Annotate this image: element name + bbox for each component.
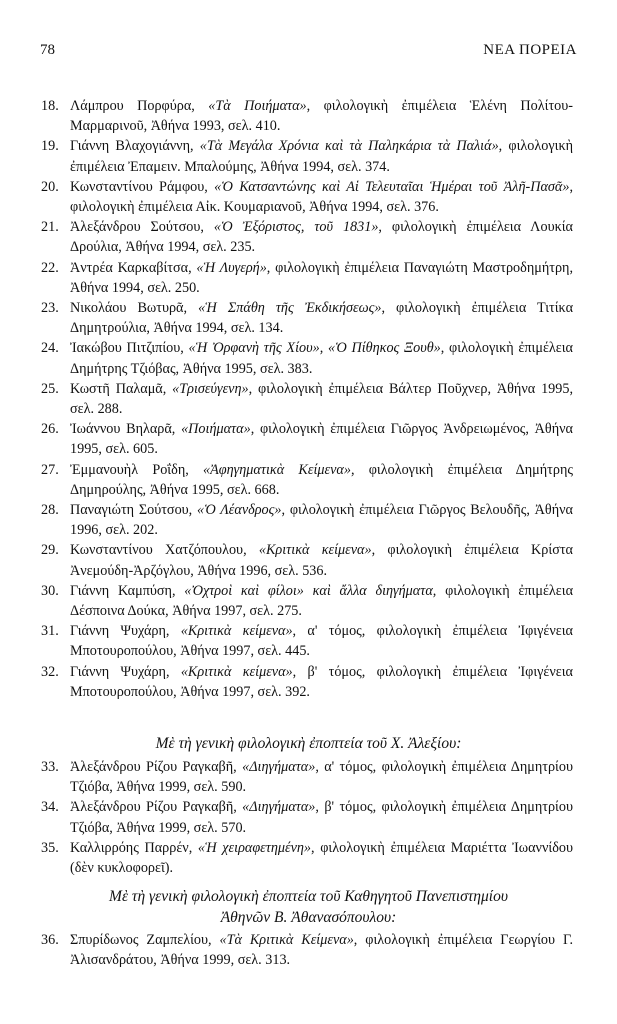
entry-author: Καλλιρρόης Παρρέν, bbox=[70, 839, 198, 856]
entry-details: , φιλολογικὴ ἐπιμέλεια Λουκία Δρούλια, Ἀθήνα 1994, σελ. 235. bbox=[70, 219, 573, 256]
list-item bbox=[41, 379, 573, 419]
entry-number: 31. bbox=[41, 623, 59, 640]
entry-title: «Κριτικὰ κείμενα» bbox=[180, 663, 293, 680]
entry-title: «Ποιήματα» bbox=[181, 421, 251, 438]
bibliography-list-b bbox=[41, 757, 573, 878]
entry-details: , φιλολογικὴ ἐπιμέλεια Αἰκ. Κουμαριανοῦ, Ἀθήνα 1994, σελ. 376. bbox=[70, 178, 573, 216]
list-item bbox=[41, 460, 573, 500]
entry-details: , φιλολογικὴ ἐπιμέλεια Τιτίκα Δημητρούλια, Ἀθήνα 1994, σελ. 134. bbox=[70, 300, 574, 337]
list-item bbox=[41, 177, 573, 217]
entry-number: 18. bbox=[41, 98, 59, 114]
entry-title: «Ἡ Σπάθη τῆς Ἐκδικήσεως» bbox=[198, 300, 382, 317]
entry-title: «Ἀφηγηματικὰ Κείμενα» bbox=[203, 461, 351, 478]
list-item bbox=[41, 258, 573, 298]
entry-number: 30. bbox=[41, 582, 59, 599]
entry-details: φιλολογικὴ ἐπιμέλεια Δέσποινα Δούκα, Ἀθήνα 1997, σελ. 275. bbox=[70, 582, 573, 620]
entry-title: «Τὰ Κριτικὰ Κείμενα» bbox=[219, 932, 354, 948]
entry-author: Κωνσταντίνου Χατζόπουλου, bbox=[70, 542, 259, 559]
list-item bbox=[41, 338, 573, 378]
section-heading-c-line1: Μὲ τὴ γενικὴ φιλολογικὴ ἐποπτεία τοῦ Καθηγητοῦ Πανεπιστημίου bbox=[109, 888, 508, 905]
entry-author: Ἀλεξάνδρου Ρίζου Ραγκαβῆ, bbox=[70, 799, 243, 816]
entry-author: Γιάννη Καμπύση, bbox=[70, 582, 185, 599]
list-item bbox=[41, 540, 573, 580]
entry-details: , φιλολογικὴ ἐπιμέλεια Δημήτρης Δημηρούλης, Ἀθήνα 1995, σελ. 668. bbox=[70, 461, 573, 498]
section-heading-c bbox=[40, 886, 577, 928]
list-item bbox=[41, 930, 573, 970]
page-header bbox=[40, 42, 577, 62]
entry-number: 33. bbox=[41, 759, 59, 775]
entry-details: , α' τόμος, φιλολογικὴ ἐπιμέλεια Δημητρίου Τζιόβα, Ἀθήνα 1999, σελ. 590. bbox=[70, 759, 573, 796]
list-item bbox=[41, 500, 573, 540]
entry-number: 36. bbox=[41, 932, 59, 948]
section-heading-c-line2: Ἀθηνῶν Β. Ἀθανασόπουλου: bbox=[220, 909, 397, 926]
entry-author: Ἰακώβου Πιτζιπίου, bbox=[70, 340, 189, 357]
entry-details: , φιλολογικὴ ἐπιμέλεια Βάλτερ Ποῦχνερ, Ἀθήνα 1995, σελ. 288. bbox=[70, 380, 573, 418]
bibliography-list-a bbox=[41, 96, 573, 702]
entry-author: Γιάννη Ψυχάρη, bbox=[70, 623, 181, 640]
bibliography-list-c bbox=[41, 930, 573, 970]
entry-author: Γιάννη Βλαχογιάννη, bbox=[70, 138, 200, 155]
entry-details: , φιλολογικὴ ἐπιμέλεια Γεωργίου Γ. Ἀλισανδράτου, Ἀθήνα 1999, σελ. 313. bbox=[70, 932, 573, 969]
entry-details: , β' τόμος, φιλολογικὴ ἐπιμέλεια Ἰφιγένεια Μποτουροπούλου, Ἀθήνα 1997, σελ. 392. bbox=[70, 663, 573, 700]
list-item bbox=[41, 757, 573, 797]
entry-author: Παναγιώτη Σούτσου, bbox=[70, 502, 197, 519]
entry-title: «Κριτικὰ κείμενα» bbox=[180, 623, 293, 640]
entry-number: 29. bbox=[41, 542, 59, 559]
entry-author: Κωστῆ Παλαμᾶ, bbox=[70, 380, 173, 397]
entry-details: , φιλολογικὴ ἐπιμέλεια Ἐπαμειν. Μπαλούμης, Ἀθήνα 1994, σελ. 374. bbox=[70, 138, 574, 175]
list-item bbox=[41, 136, 573, 176]
entry-title: «Τὰ Ποιήματα» bbox=[208, 98, 307, 114]
entry-title: «Ἡ Ὀρφανὴ τῆς Χίου», «Ὁ Πίθηκος Ξουθ» bbox=[188, 340, 441, 357]
entry-author: Ἀντρέα Καρκαβίτσα, bbox=[70, 259, 197, 276]
entry-details: , φιλολογικὴ ἐπιμέλεια Κρίστα Ἀνεμούδη-Ἀρζόγλου, Ἀθήνα 1996, σελ. 536. bbox=[70, 542, 573, 579]
entry-title: «Ὁ Κατσαντώνης καὶ Αἱ Τελευταῖαι Ἡμέραι τοῦ Ἀλῆ-Πασᾶ» bbox=[214, 178, 570, 195]
entry-number: 25. bbox=[41, 380, 59, 397]
entry-title: «Ἡ Λυγερή» bbox=[196, 259, 267, 276]
entry-title: «Ὁ Λέανδρος» bbox=[197, 502, 282, 519]
entry-number: 26. bbox=[41, 421, 59, 438]
entry-details: , φιλολογικὴ ἐπιμέλεια Παναγιώτη Μαστροδημήτρη, Ἀθήνα 1994, σελ. 250. bbox=[70, 259, 574, 296]
entry-title: «Ἡ χειραφετημένη» bbox=[197, 839, 312, 856]
entry-number: 19. bbox=[41, 138, 59, 155]
entry-number: 34. bbox=[41, 799, 59, 816]
entry-number: 22. bbox=[41, 259, 59, 276]
entry-title: «Τρισεύγενη» bbox=[172, 380, 249, 397]
entry-details: , φιλολογικὴ ἐπιμέλεια Γιῶργος Ἀνδρειωμένος, Ἀθήνα 1995, σελ. 605. bbox=[70, 421, 573, 458]
section-heading-b: Μὲ τὴ γενικὴ φιλολογικὴ ἐποπτεία τοῦ Χ. Ἀλεξίου: bbox=[155, 735, 462, 752]
entry-number: 32. bbox=[41, 663, 59, 680]
entry-author: Ἰωάννου Βηλαρᾶ, bbox=[70, 421, 182, 438]
list-item bbox=[41, 298, 573, 338]
entry-author: Ἀλεξάνδρου Ρίζου Ραγκαβῆ, bbox=[70, 759, 243, 775]
entry-title: «Ὀχτροὶ καὶ φίλοι» καὶ ἄλλα διηγήματα, bbox=[184, 582, 437, 599]
list-item bbox=[41, 838, 573, 878]
entry-number: 23. bbox=[41, 300, 59, 317]
entry-author: Νικολάου Βωτυρᾶ, bbox=[70, 300, 199, 317]
entry-number: 28. bbox=[41, 502, 59, 519]
entry-number: 35. bbox=[41, 839, 59, 856]
entry-number: 24. bbox=[41, 340, 59, 357]
running-title: ΝΕΑ ΠΟΡΕΙΑ bbox=[483, 42, 577, 58]
entry-title: «Ὁ Ἐξόριστος, τοῦ 1831» bbox=[213, 219, 379, 236]
entry-details: , α' τόμος, φιλολογικὴ ἐπιμέλεια Ἰφιγένεια Μποτουροπούλου, Ἀθήνα 1997, σελ. 445. bbox=[70, 623, 573, 660]
entry-author: Λάμπρου Πορφύρα, bbox=[70, 98, 209, 114]
list-item bbox=[41, 419, 573, 459]
list-item bbox=[41, 217, 573, 257]
entry-details: , β' τόμος, φιλολογικὴ ἐπιμέλεια Δημητρίου Τζιόβα, Ἀθήνα 1999, σελ. 570. bbox=[70, 799, 573, 836]
entry-details: , φιλολογικὴ ἐπιμέλεια Γιῶργος Βελουδῆς, Ἀθήνα 1996, σελ. 202. bbox=[70, 502, 573, 539]
list-item bbox=[41, 662, 573, 702]
entry-details: , φιλολογικὴ ἐπιμέλεια Δημήτρης Τζιόβας, Ἀθήνα 1995, σελ. 383. bbox=[70, 340, 573, 377]
entry-author: Ἀλεξάνδρου Σούτσου, bbox=[70, 219, 214, 236]
list-item bbox=[41, 581, 573, 621]
list-item bbox=[41, 797, 573, 837]
entry-number: 27. bbox=[41, 461, 59, 478]
list-item bbox=[41, 621, 573, 661]
entry-author: Γιάννη Ψυχάρη, bbox=[70, 663, 181, 680]
entry-author: Σπυρίδωνος Ζαμπελίου, bbox=[70, 932, 220, 948]
entry-title: «Τὰ Μεγάλα Χρόνια καὶ τὰ Παληκάρια τὰ Παλιά» bbox=[199, 138, 499, 155]
entry-details: , φιλολογικὴ ἐπιμέλεια Μαριέττα Ἰωαννίδου (δὲν κυκλοφορεῖ). bbox=[70, 839, 574, 877]
entry-details: , φιλολογικὴ ἐπιμέλεια Ἑλένη Πολίτου-Μαρμαρινοῦ, Ἀθήνα 1993, σελ. 410. bbox=[70, 98, 573, 135]
entry-title: «Διηγήματα» bbox=[242, 799, 316, 816]
page-number: 78 bbox=[40, 42, 55, 58]
entry-title: «Κριτικὰ κείμενα» bbox=[258, 542, 372, 559]
entry-author: Κωνσταντίνου Ράμφου, bbox=[70, 178, 215, 195]
list-item bbox=[41, 96, 573, 136]
entry-number: 20. bbox=[41, 178, 59, 195]
entry-title: «Διηγήματα» bbox=[242, 759, 316, 775]
entry-author: Ἐμμανουὴλ Ροΐδη, bbox=[70, 461, 204, 478]
entry-number: 21. bbox=[41, 219, 59, 236]
